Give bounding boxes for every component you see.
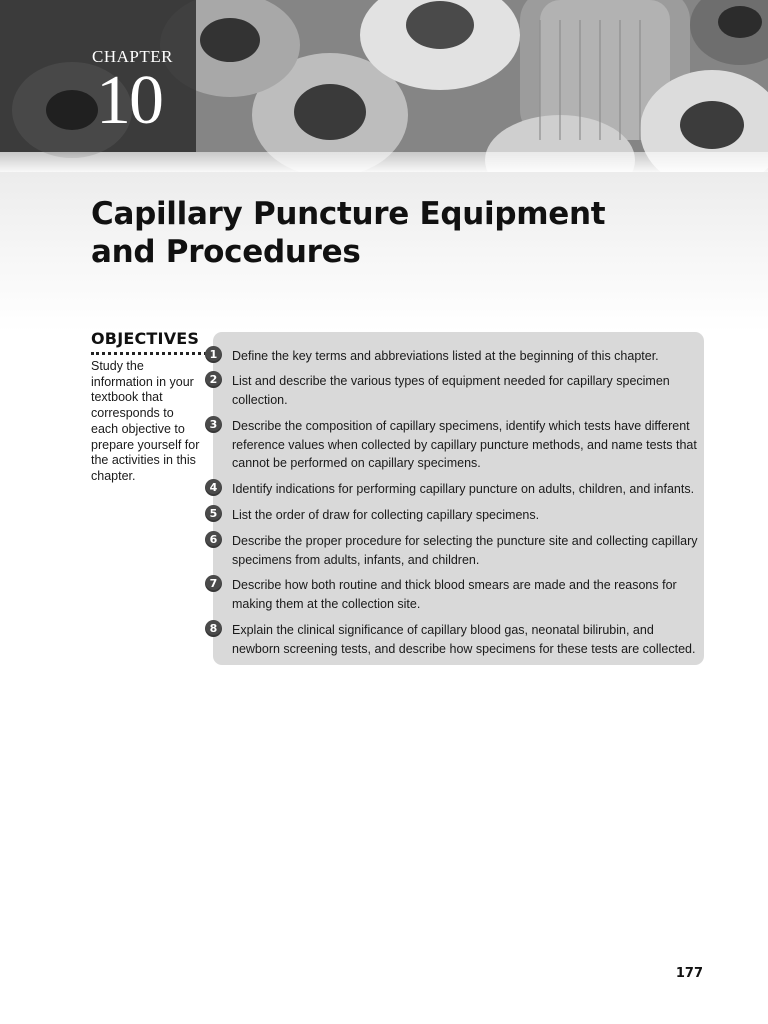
objective-number-badge: 1 [205,346,222,363]
objective-number-badge: 4 [205,479,222,496]
objective-number-badge: 8 [205,620,222,637]
objectives-intro: Study the information in your textbook that corresponds to each objective to prepare yourself for the activities in this chapter. [91,359,200,483]
objective-text: List and describe the various types of equipment needed for capillary specimen collection. [232,374,670,407]
objective-number-badge: 6 [205,531,222,548]
objective-text: Explain the clinical significance of capillary blood gas, neonatal bilirubin, and newborn screening tests, and describe how specimens for these tests are collected. [232,623,696,656]
header-fade [0,152,768,172]
page-title: Capillary Puncture Equipment and Procedures [91,196,606,270]
objective-text: Identify indications for performing capillary puncture on adults, children, and infants. [232,482,695,496]
objective-number-badge: 7 [205,575,222,592]
objective-number-badge: 2 [205,371,222,388]
objectives-heading: OBJECTIVES [91,329,200,348]
objective-text: Define the key terms and abbreviations listed at the beginning of this chapter. [232,349,659,363]
page-number: 177 [675,966,703,981]
chapter-number: 10 [96,62,162,139]
objective-text: List the order of draw for collecting capillary specimens. [232,508,540,522]
objective-text: Describe the proper procedure for selecting the puncture site and collecting capillary specimens from adults, infants, and children. [232,534,698,567]
objectives-divider [91,352,213,355]
chapter-label: CHAPTER [92,47,173,66]
objectives-list [209,332,704,665]
objective-number-badge: 3 [205,416,222,433]
objective-text: Describe the composition of capillary specimens, identify which tests have different reference values when collected by capillary puncture methods, and name tests that cannot be performed on capillary specimens. [232,419,697,470]
objective-number-badge: 5 [205,505,222,522]
objective-text: Describe how both routine and thick blood smears are made and the reasons for making them at the collection site. [232,578,677,611]
